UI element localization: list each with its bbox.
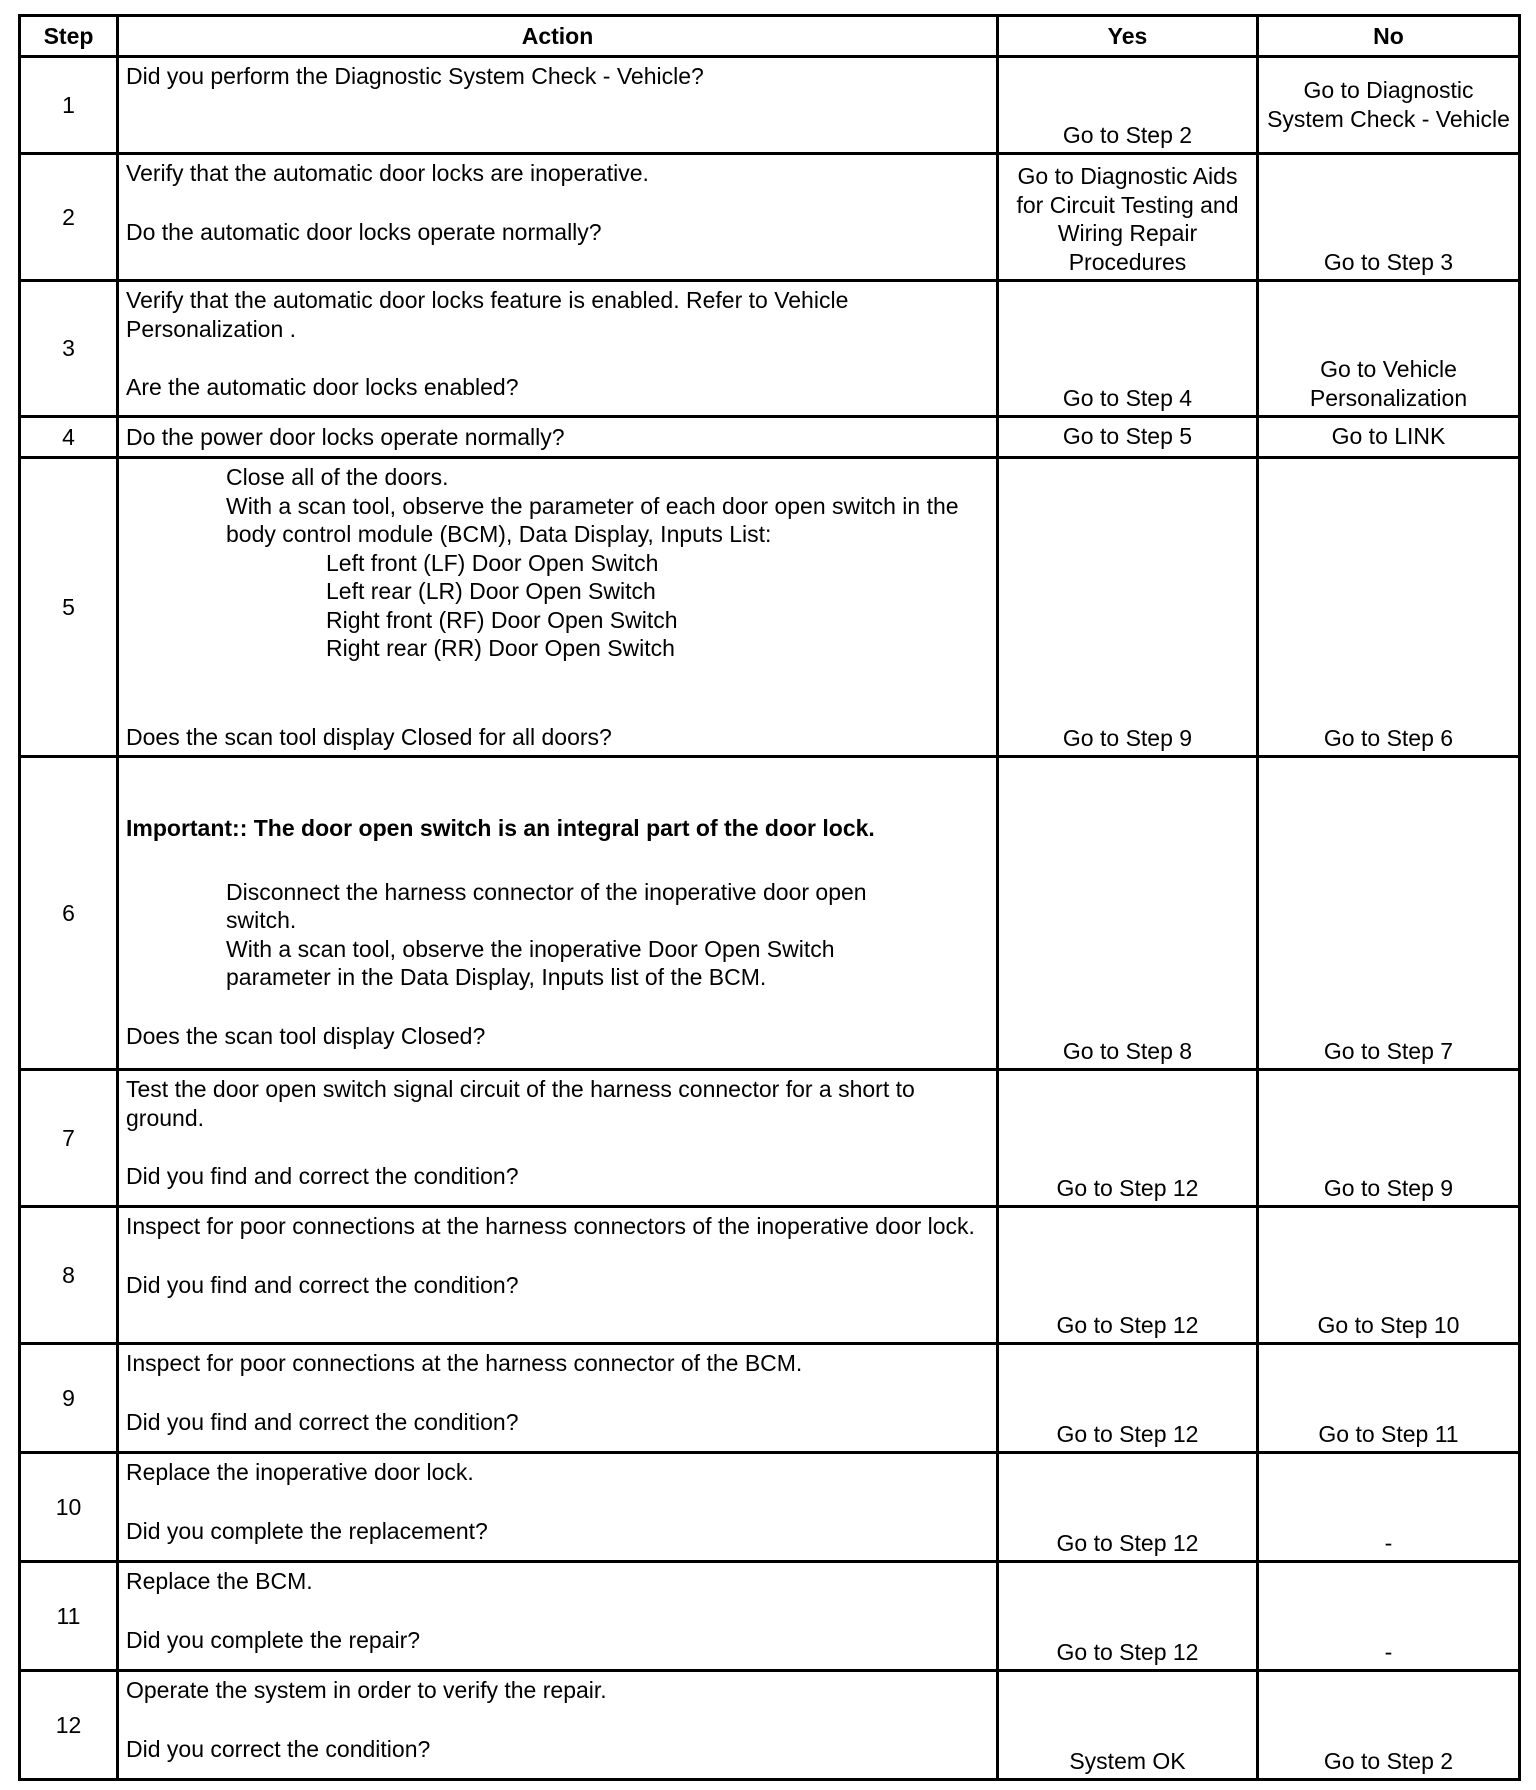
question-text: Did you find and correct the condition? [126,1408,519,1435]
step-number: 9 [20,1344,118,1453]
instruction-text: Disconnect the harness connector of the inoperative door open switch. [226,878,867,933]
action-text: Verify that the automatic door locks feature is enabled. Refer to Vehicle Personalization . [126,287,849,342]
important-note: Important:: The door open switch is an integral part of the door lock. [126,815,875,841]
sub-item: Left front (LF) Door Open Switch [326,549,659,576]
no-cell: Go to LINK [1258,417,1520,458]
action-cell [118,1207,998,1344]
action-cell [118,1453,998,1562]
step-number: 2 [20,154,118,281]
action-cell [118,1070,998,1207]
diagnostic-table [18,14,1521,1781]
table-row [20,1207,1520,1344]
step-number: 7 [20,1070,118,1207]
action-cell [118,1344,998,1453]
question-text: Did you find and correct the condition? [126,1271,519,1298]
question-text: Does the scan tool display Closed? [126,1022,486,1049]
header-yes: Yes [998,16,1258,57]
table-row [20,1453,1520,1562]
yes-cell: System OK [998,1671,1258,1780]
question-text: Do the automatic door locks operate normally? [126,218,602,245]
action-text: Replace the BCM. [126,1568,313,1594]
no-cell: Go to Step 2 [1258,1671,1520,1780]
action-cell [118,281,998,417]
table-row [20,1344,1520,1453]
action-cell [118,458,998,757]
question-text: Did you correct the condition? [126,1735,431,1762]
yes-cell: Go to Step 8 [998,757,1258,1070]
table-row [20,417,1520,458]
step-number: 11 [20,1562,118,1671]
yes-cell: Go to Step 12 [998,1207,1258,1344]
action-text: Test the door open switch signal circuit of the harness connector for a short to ground. [126,1076,915,1131]
action-cell [118,417,998,458]
no-cell: Go to Step 7 [1258,757,1520,1070]
action-text: Do the power door locks operate normally? [126,423,565,450]
yes-cell: Go to Step 12 [998,1070,1258,1207]
action-text: Operate the system in order to verify the repair. [126,1677,607,1703]
header-step: Step [20,16,118,57]
instruction-text: Close all of the doors. [226,464,449,490]
header-no: No [1258,16,1520,57]
sub-item: Left rear (LR) Door Open Switch [326,578,656,604]
no-cell: - [1258,1562,1520,1671]
question-text: Did you complete the repair? [126,1626,421,1653]
header-row [20,16,1520,57]
instruction-text: With a scan tool, observe the parameter of each door open switch in the body control module (BCM), Data Display, Inputs List: [226,492,959,547]
question-text: Did you find and correct the condition? [126,1163,519,1189]
yes-cell: Go to Diagnostic Aids for Circuit Testing and Wiring Repair Procedures [998,154,1258,281]
action-cell [118,1562,998,1671]
step-number: 1 [20,57,118,154]
question-text: Did you complete the replacement? [126,1517,488,1544]
table-row [20,281,1520,417]
step-number: 6 [20,757,118,1070]
action-text: Inspect for poor connections at the harness connectors of the inoperative door lock. [126,1213,975,1239]
yes-cell: Go to Step 2 [998,57,1258,154]
action-text: Did you perform the Diagnostic System Check - Vehicle? [126,63,704,89]
step-number: 4 [20,417,118,458]
action-cell [118,1671,998,1780]
sub-item: Right rear (RR) Door Open Switch [326,635,675,661]
action-cell [118,154,998,281]
step-number: 10 [20,1453,118,1562]
action-text: Inspect for poor connections at the harness connector of the BCM. [126,1350,803,1376]
action-cell [118,57,998,154]
question-text: Are the automatic door locks enabled? [126,374,519,400]
yes-cell: Go to Step 12 [998,1562,1258,1671]
table-row [20,1671,1520,1780]
action-cell [118,757,998,1070]
table-row [20,57,1520,154]
yes-cell: Go to Step 9 [998,458,1258,757]
no-cell: Go to Step 11 [1258,1344,1520,1453]
action-text: Replace the inoperative door lock. [126,1459,474,1485]
yes-cell: Go to Step 5 [998,417,1258,458]
yes-cell: Go to Step 4 [998,281,1258,417]
yes-cell: Go to Step 12 [998,1344,1258,1453]
no-cell: Go to Vehicle Personalization [1258,281,1520,417]
no-cell: Go to Step 10 [1258,1207,1520,1344]
table-row [20,1070,1520,1207]
table-row [20,1562,1520,1671]
question-text: Does the scan tool display Closed for all doors? [126,723,612,750]
sub-item: Right front (RF) Door Open Switch [326,606,678,633]
yes-cell: Go to Step 12 [998,1453,1258,1562]
no-cell: Go to Step 9 [1258,1070,1520,1207]
header-action: Action [118,16,998,57]
no-cell: Go to Step 6 [1258,458,1520,757]
no-cell: - [1258,1453,1520,1562]
instruction-text: With a scan tool, observe the inoperative Door Open Switch parameter in the Data Display, Inputs list of the BCM. [226,935,835,990]
step-number: 3 [20,281,118,417]
no-cell: Go to Step 3 [1258,154,1520,281]
action-text: Verify that the automatic door locks are inoperative. [126,160,649,186]
table-row [20,458,1520,757]
step-number: 8 [20,1207,118,1344]
no-cell: Go to Diagnostic System Check - Vehicle [1258,57,1520,154]
table-row [20,757,1520,1070]
table-row [20,154,1520,281]
step-number: 12 [20,1671,118,1780]
step-number: 5 [20,458,118,757]
